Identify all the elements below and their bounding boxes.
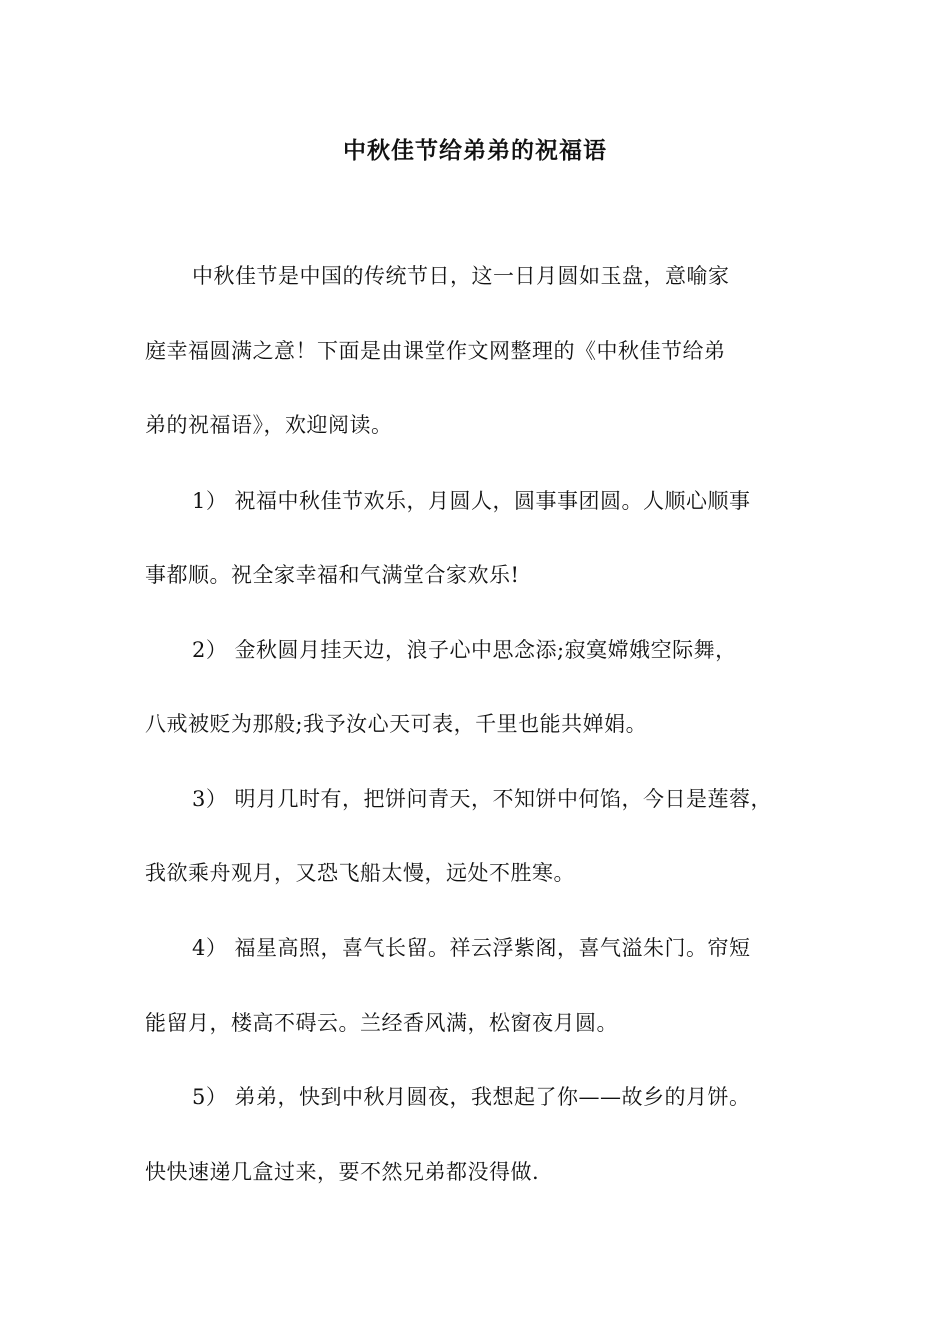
document-title: 中秋佳节给弟弟的祝福语 xyxy=(343,138,607,164)
intro-line-1: 中秋佳节是中国的传统节日，这一日月圆如玉盘，意喻家 xyxy=(192,264,730,288)
wish-3-line-1: 3） 明月几时有，把饼问青天，不知饼中何馅，今日是莲蓉， xyxy=(192,787,773,811)
wish-5-line-1: 5） 弟弟，快到中秋月圆夜，我想起了你——故乡的月饼。 xyxy=(192,1085,751,1109)
wish-2-line-1: 2） 金秋圆月挂天边，浪子心中思念添;寂寞嫦娥空际舞， xyxy=(192,638,737,662)
wish-3-line-2: 我欲乘舟观月，又恐飞船太慢，远处不胜寒。 xyxy=(145,861,575,885)
intro-line-3: 弟的祝福语》，欢迎阅读。 xyxy=(145,413,393,437)
wish-1-line-2: 事都顺。祝全家幸福和气满堂合家欢乐! xyxy=(145,563,520,587)
intro-line-2: 庭幸福圆满之意！下面是由课堂作文网整理的《中秋佳节给弟 xyxy=(145,339,726,363)
wish-2-line-2: 八戒被贬为那般;我予汝心天可表，千里也能共婵娟。 xyxy=(145,712,648,736)
wish-4-line-1: 4） 福星高照，喜气长留。祥云浮紫阁，喜气溢朱门。帘短 xyxy=(192,936,751,960)
wish-5-line-2: 快快速递几盒过来，要不然兄弟都没得做. xyxy=(145,1160,540,1184)
wish-1-line-1: 1） 祝福中秋佳节欢乐，月圆人，圆事事团圆。人顺心顺事 xyxy=(192,489,751,513)
wish-4-line-2: 能留月，楼高不碍云。兰经香风满，松窗夜月圆。 xyxy=(145,1011,618,1035)
